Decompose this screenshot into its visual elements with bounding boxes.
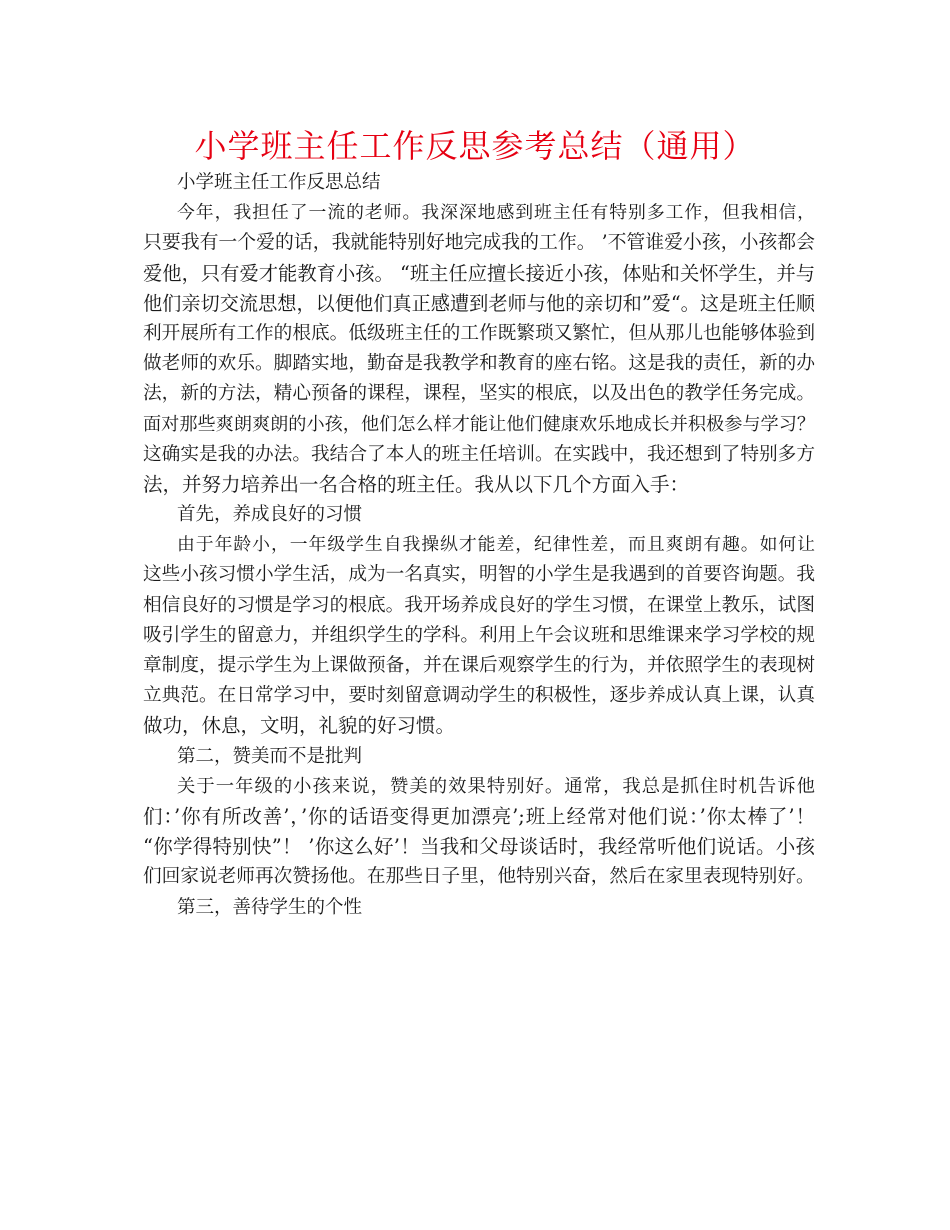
body-line: 由于年龄小，一年级学生自我操纵才能差，纪律性差，而且爽朗有趣。如何让 — [177, 534, 815, 556]
body-line: 们回家说老师再次赞扬他。在那些日子里，他特别兴奋，然后在家里表现特别好。 — [143, 866, 815, 888]
body-line: 章制度，提示学生为上课做预备，并在课后观察学生的行为，并依照学生的表现树 — [143, 655, 815, 676]
body-line: 面对那些爽朗爽朗的小孩，他们怎么样才能让他们健康欢乐地成长并积极参与学习？ — [143, 413, 815, 435]
body-line: 们：’你有所改善’，’你的话语变得更加漂亮’;班上经常对他们说：’你太棒了’！ — [143, 804, 815, 828]
body-line: 做老师的欢乐。脚踏实地，勤奋是我教学和教育的座右铭。这是我的责任，新的办 — [143, 353, 815, 375]
body-line: 首先，养成良好的习惯 — [177, 504, 363, 526]
body-line: 关于一年级的小孩来说，赞美的效果特别好。通常，我总是抓住时机告诉他 — [177, 775, 815, 797]
body-line: 小学班主任工作反思总结 — [177, 172, 381, 193]
body-line: 吸引学生的留意力，并组织学生的学科。利用上午会议班和思维课来学习学校的规 — [143, 624, 815, 646]
body-line: 第二，赞美而不是批判 — [177, 745, 363, 767]
document-body — [143, 168, 815, 923]
body-line: 立典范。在日常学习中，要时刻留意调动学生的积极性，逐步养成认真上课，认真 — [143, 685, 815, 707]
body-line: 第三，善待学生的个性 — [177, 896, 363, 918]
body-line: 相信良好的习惯是学习的根底。我开场养成良好的学生习惯，在课堂上教乐，试图 — [143, 594, 815, 616]
body-line: 今年，我担任了一流的老师。我深深地感到班主任有特别多工作，但我相信， — [177, 202, 815, 224]
body-line: 只要我有一个爱的话，我就能特别好地完成我的工作。 ’不管谁爱小孩，小孩都会 — [143, 232, 815, 254]
body-line: 这些小孩习惯小学生活，成为一名真实，明智的小学生是我遇到的首要咨询题。我 — [143, 564, 815, 586]
body-line: 法，新的方法，精心预备的课程，课程，坚实的根底，以及出色的教学任务完成。 — [143, 383, 815, 405]
document-title: 小学班主任工作反思参考总结（通用） — [194, 127, 756, 165]
body-line: 爱他，只有爱才能教育小孩。 “班主任应擅长接近小孩，体贴和关怀学生，并与 — [143, 261, 815, 285]
body-line: 利开展所有工作的根底。低级班主任的工作既繁琐又繁忙，但从那儿也能够体验到 — [143, 322, 815, 344]
body-line: 这确实是我的办法。我结合了本人的班主任培训。在实践中，我还想到了特别多方 — [143, 443, 815, 465]
body-line: 法，并努力培养出一名合格的班主任。我从以下几个方面入手： — [143, 472, 690, 496]
body-line: 他们亲切交流思想，以便他们真正感遭到老师与他的亲切和”爱“。这是班主任顺 — [143, 291, 815, 315]
body-line: “你学得特别快”！ ’你这么好’！当我和父母谈话时，我经常听他们说话。小孩 — [143, 835, 815, 859]
body-line: 做功，休息，文明，礼貌的好习惯。 — [143, 714, 456, 738]
